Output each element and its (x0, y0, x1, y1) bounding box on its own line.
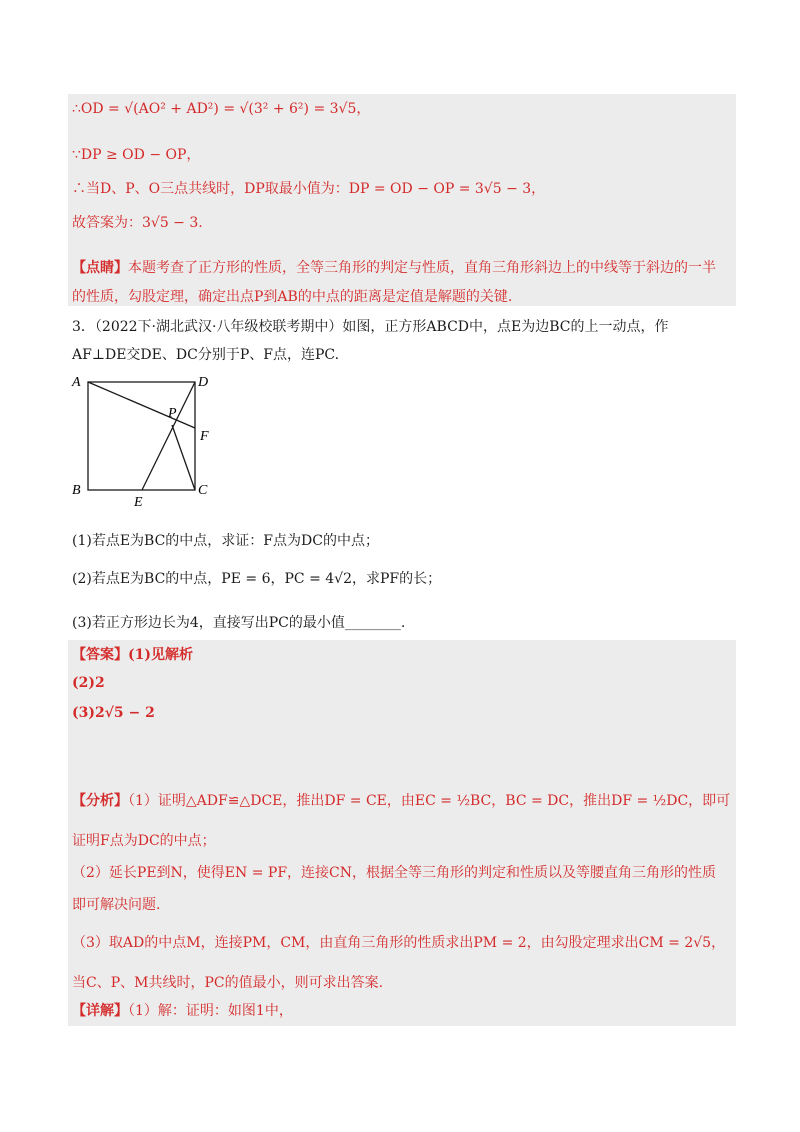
problem-header-2: AF⊥DE交DE、DC分别于P、F点，连PC. (72, 347, 340, 363)
analysis-label: 【分析】 (72, 793, 128, 809)
label-e: E (134, 495, 143, 510)
analysis-2: （2）延长PE到N，使得EN = PF，连接CN，根据全等三角形的判定和性质以及等腰直角三角形的性质 (72, 865, 716, 881)
label-p: P (168, 406, 177, 421)
od-computation: ∴OD = √(AO² + AD²) = √(3² + 6²) = 3√5， (72, 101, 371, 117)
analysis-1: （1）证明△ADF≌△DCE，推出DF = CE，由EC = ½BC，BC = DC，推出DF = ½DC，即可 (128, 793, 731, 809)
geometry-figure (70, 370, 220, 510)
comment-line-2: 的性质，勾股定理，确定出点P到AB的中点的距离是定值是解题的关键. (72, 289, 513, 305)
label-b: B (72, 483, 81, 498)
question-3: (3)若正方形边长为4，直接写出PC的最小值________. (72, 615, 406, 631)
analysis-3b: 当C、P、M共线时，PC的值最小，则可求出答案. (72, 975, 384, 991)
answer-line-1 (72, 646, 193, 664)
answer-2: (2)2 (72, 675, 105, 691)
label-a: A (72, 375, 81, 390)
analysis-1b: 证明F点为DC的中点； (72, 833, 216, 849)
analysis-line-1 (72, 792, 730, 810)
label-c: C (198, 483, 208, 498)
question-2: (2)若点E为BC的中点，PE = 6，PC = 4√2，求PF的长； (72, 571, 442, 587)
dp-inequality: ∵DP ≥ OD − OP， (72, 147, 201, 163)
analysis-2b: 即可解决问题. (72, 897, 161, 913)
label-f: F (200, 429, 209, 444)
detail-label: 【详解】 (72, 1003, 128, 1019)
detail-text: （1）解：证明：如图1中， (128, 1003, 293, 1019)
segment-af (88, 382, 195, 428)
problem-header: 3．（2022下·湖北武汉·八年级校联考期中）如图，正方形ABCD中，点E为边BC的上一动点，作 (72, 319, 669, 335)
label-d: D (198, 375, 209, 390)
comment-label: 【点睛】 (72, 260, 128, 276)
answer-3: (3)2√5 − 2 (72, 705, 155, 721)
answer-statement: 故答案为：3√5 − 3. (72, 215, 203, 231)
answer-1: (1)见解析 (128, 647, 193, 663)
analysis-3: （3）取AD的中点M，连接PM，CM，由直角三角形的性质求出PM = 2，由勾股定理求出CM = 2√5， (72, 935, 726, 951)
answer-label: 【答案】 (72, 647, 128, 663)
detail-line (72, 1002, 293, 1020)
question-1: (1)若点E为BC的中点，求证：F点为DC的中点； (72, 533, 379, 549)
comment-line-1 (72, 259, 716, 277)
segment-de (142, 382, 195, 490)
collinear-statement: ∴当D、P、O三点共线时，DP取最小值为：DP = OD − OP = 3√5 − 3， (72, 181, 546, 197)
comment-text: 本题考查了正方形的性质，全等三角形的判定与性质，直角三角形斜边上的中线等于斜边的一半 (128, 260, 716, 276)
square-abcd (88, 382, 195, 490)
segment-pc (172, 425, 195, 490)
